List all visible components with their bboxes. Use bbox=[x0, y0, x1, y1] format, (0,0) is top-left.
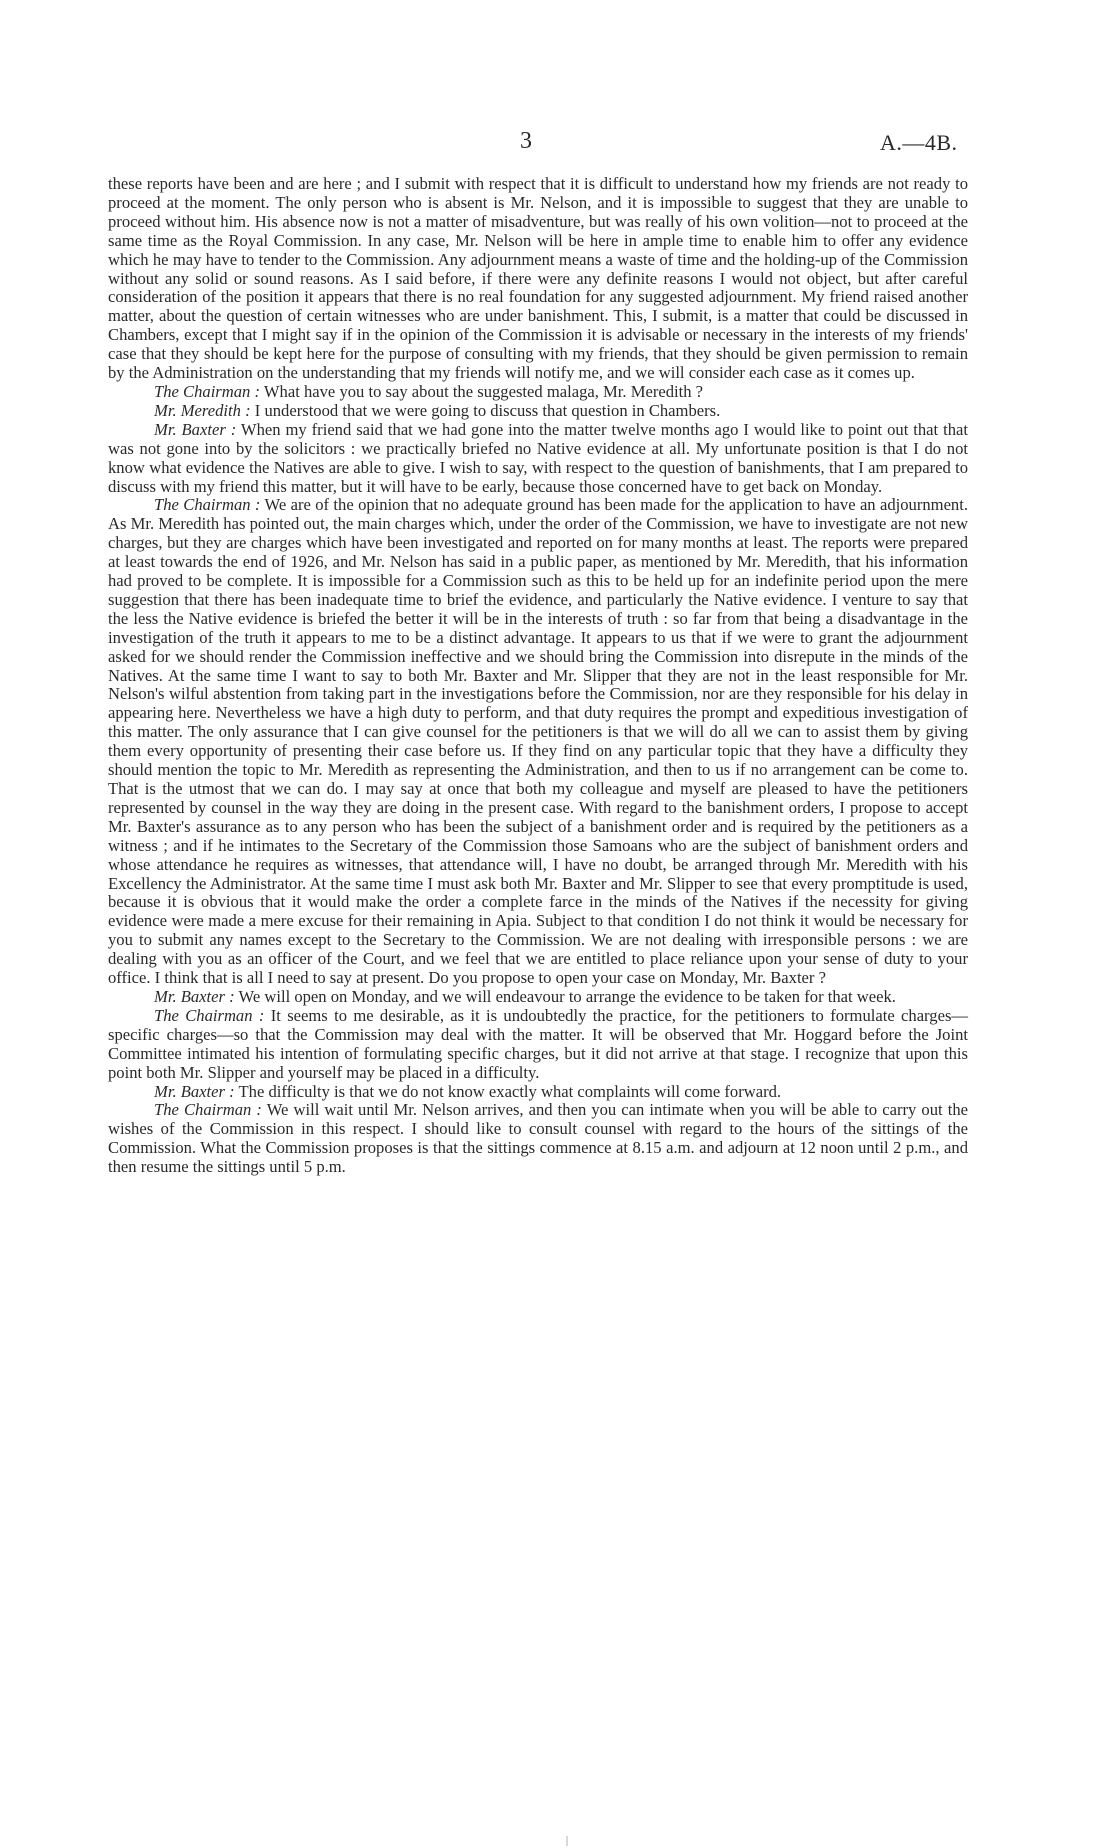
speaker-label: The Chairman : bbox=[154, 1005, 265, 1025]
document-reference: A.—4B. bbox=[880, 130, 958, 155]
paragraph bbox=[108, 421, 968, 497]
paragraph-text: What have you to say about the suggested malaga, Mr. Meredith ? bbox=[263, 381, 704, 401]
paragraph bbox=[108, 175, 968, 383]
paragraph bbox=[108, 383, 968, 402]
paragraph-text: I understood that we were going to discuss that question in Chambers. bbox=[254, 400, 721, 420]
paragraph-text: We will open on Monday, and we will endeavour to arrange the evidence to be taken for that week. bbox=[238, 986, 896, 1006]
speaker-label: The Chairman : bbox=[154, 381, 261, 401]
paragraph bbox=[108, 496, 968, 988]
paragraph bbox=[108, 402, 968, 421]
page-edge-mark bbox=[566, 1836, 568, 1846]
paragraph-text: When my friend said that we had gone into the matter twelve months ago I would like to point out that that was not gone into by the solicitors : we practically briefed no Native evidence at all. My unfortunate position is that I do not know what evidence the Natives are able to give. I wish to say, with respect to the question of banishments, that I am prepared to discuss with my friend this matter, but it will have to be early, because those concerned have to get back on Monday. bbox=[108, 419, 968, 496]
speaker-label: Mr. Baxter : bbox=[154, 986, 235, 1006]
paragraph-text: We will wait until Mr. Nelson arrives, and then you can intimate when you will be able to carry out the wishes of the Commission in this respect. I should like to consult counsel with regard to the hours of the sittings of the Commission. What the Commission proposes is that the sittings commence at 8.15 a.m. and adjourn at 12 noon until 2 p.m., and then resume the sittings until 5 p.m. bbox=[108, 1100, 968, 1177]
speaker-label: Mr. Baxter : bbox=[154, 1081, 235, 1101]
paragraph bbox=[108, 1101, 968, 1177]
paragraph-text: these reports have been and are here ; and I submit with respect that it is difficult to understand how my friends are not ready to proceed at the moment. The only person who is absent is Mr. Nelson, and it is impossible to suggest that they are unable to proceed without him. His absence now is not a matter of misadventure, but was really of his own volition—not to proceed at the same time as the Royal Commission. In any case, Mr. Nelson will be here in ample time to enable him to offer any evidence which he may have to tender to the Commission. Any adjournment means a waste of time and the holding-up of the Commission without any solid or sound reasons. As I said before, if there were any definite reasons I would not object, but after careful consideration of the position it appears that there is no real foundation for any suggested adjournment. My friend raised another matter, about the question of certain witnesses who are under banishment. This, I submit, is a matter that could be discussed in Chambers, except that I might say if in the opinion of the Commission it is advisable or necessary in the interests of my friends' case that they should be kept here for the purpose of consulting with my friends, that they should be given permission to remain by the Administration on the understanding that my friends will notify me, and we will consider each case as it comes up. bbox=[108, 174, 968, 383]
speaker-label: Mr. Baxter : bbox=[154, 419, 237, 439]
page-header bbox=[0, 128, 1114, 158]
paragraph-text: The difficulty is that we do not know exactly what complaints will come forward. bbox=[238, 1081, 782, 1101]
paragraph-text: We are of the opinion that no adequate ground has been made for the application to have an adjournment. As Mr. Meredith has pointed out, the main charges which, under the order of the Commission, we have to investigate are not new charges, but they are charges which have been investigated and reported on for many months at least. The reports were prepared at least towards the end of 1926, and Mr. Nelson has said in a public paper, as mentioned by Mr. Meredith, that his information had proved to be complete. It is impossible for a Commission such as this to be held up for an indefinite period upon the mere suggestion that there has been inadequate time to brief the evidence, and particularly the Native evidence. I venture to say that the less the Native evidence is briefed the better it will be in the interests of truth : so far from that being a disadvantage in the investigation of the truth it appears to me to be a distinct advantage. It appears to us that if we were to grant the adjournment asked for we should render the Commission ineffective and we should bring the Commission into disrepute in the minds of the Natives. At the same time I want to say to both Mr. Baxter and Mr. Slipper that they are not in the least responsible for Mr. Nelson's wilful abstention from taking part in the investigations before the Commission, nor are they responsible for his delay in appearing here. Nevertheless we have a high duty to perform, and that duty requires the prompt and expeditious investigation of this matter. The only assurance that I can give counsel for the petitioners is that we will do all we can to assist them by giving them every opportunity of presenting their case before us. If they find on any particular topic that they have a difficulty they should mention the topic to Mr. Meredith as representing the Administration, and then to us if no arrangement can be come to. That is the utmost that we can do. I may say at once that both my colleague and myself are pleased to have the petitioners represented by counsel in the way they are doing in the present case. With regard to the banishment orders, I propose to accept Mr. Baxter's assurance as to any person who has been the subject of a banishment order and is required by the petitioners as a witness ; and if he intimates to the Secretary of the Commission those Samoans who are the subject of banishment orders and whose attendance he requires as witnesses, that attendance will, I have no doubt, be arranged through Mr. Meredith with his Excellency the Administrator. At the same time I must ask both Mr. Baxter and Mr. Slipper to see that every promptitude is used, because it is obvious that it would make the order a complete farce in the minds of the Natives if the necessity for giving evidence were made a mere excuse for their remaining in Apia. Subject to that condition I do not think it would be necessary for you to submit any names except to the Secretary to the Commission. We are not dealing with irresponsible persons : we are dealing with you as an officer of the Court, and we feel that we are entitled to place reliance upon your sense of duty to your office. I think that is all I need to say at present. Do you propose to open your case on Monday, Mr. Baxter ? bbox=[108, 495, 968, 988]
speaker-label: Mr. Meredith : bbox=[154, 400, 251, 420]
paragraph bbox=[108, 988, 968, 1007]
page-number: 3 bbox=[520, 128, 532, 154]
paragraph bbox=[108, 1083, 968, 1102]
speaker-label: The Chairman : bbox=[154, 1100, 262, 1120]
document-body bbox=[108, 175, 968, 1177]
speaker-label: The Chairman : bbox=[154, 495, 261, 515]
paragraph-text: It seems to me desirable, as it is undoubtedly the practice, for the petitioners to formulate charges—specific charges—so that the Commission may deal with the matter. It will be observed that Mr. Hoggard before the Joint Committee intimated his intention of formulating specific charges, but it did not arrive at that stage. I recognize that upon this point both Mr. Slipper and yourself may be placed in a difficulty. bbox=[108, 1005, 968, 1082]
paragraph bbox=[108, 1007, 968, 1083]
